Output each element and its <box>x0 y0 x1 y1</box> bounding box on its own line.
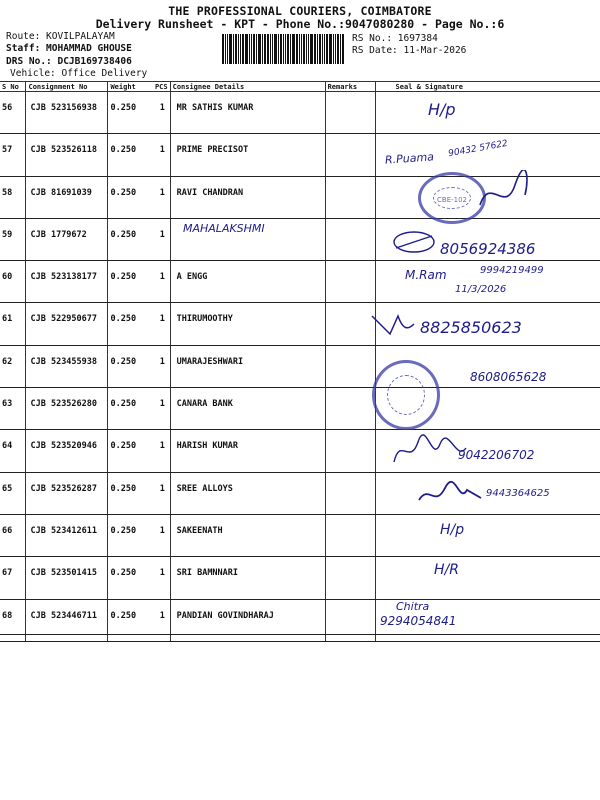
consignee-cell: A ENGG <box>170 261 325 303</box>
barcode-bar <box>274 34 277 64</box>
remarks-cell <box>325 218 375 260</box>
col-sno: S No <box>0 82 26 92</box>
signature-cell <box>375 514 600 556</box>
pcs-cell: 1 <box>153 388 170 430</box>
weight-cell: 0.250 <box>108 92 153 134</box>
barcode-bar <box>322 34 323 64</box>
vehicle-label: Vehicle: Office Delivery <box>10 68 148 79</box>
barcode-bar <box>340 34 341 64</box>
handwritten-signature: H/p <box>428 100 456 119</box>
barcode-bar <box>335 34 336 64</box>
barcode-bar <box>229 34 232 64</box>
handwritten-phone: 9994219499 <box>480 265 544 276</box>
weight-cell: 0.250 <box>108 599 153 641</box>
weight-cell: 0.250 <box>108 134 153 176</box>
remarks-cell <box>325 514 375 556</box>
barcode-bar <box>301 34 302 64</box>
sno-cell: 62 <box>0 345 26 387</box>
barcode-bar <box>245 34 248 64</box>
barcode-bar <box>308 34 309 64</box>
handwritten-phone: 9294054841 <box>380 614 457 628</box>
col-pcs: PCS <box>153 82 170 92</box>
handwritten-signature: M.Ram <box>405 268 447 282</box>
pcs-cell: 1 <box>153 218 170 260</box>
remarks-cell <box>325 557 375 599</box>
sno-cell: 59 <box>0 218 26 260</box>
barcode-image <box>222 34 348 64</box>
table-bottom-border <box>0 634 600 635</box>
barcode-bar <box>337 34 339 64</box>
signature-scribble <box>368 310 418 338</box>
remarks-cell <box>325 261 375 303</box>
sno-cell: 64 <box>0 430 26 472</box>
weight-cell: 0.250 <box>108 218 153 260</box>
consignment-cell: CJB 523526280 <box>26 388 108 430</box>
pcs-cell: 1 <box>153 303 170 345</box>
barcode-bar <box>256 34 257 64</box>
sno-cell: 60 <box>0 261 26 303</box>
sno-cell: 66 <box>0 514 26 556</box>
remarks-cell <box>325 345 375 387</box>
col-weight: Weight <box>108 82 153 92</box>
barcode-bar <box>262 34 263 64</box>
barcode-bar <box>280 34 282 64</box>
consignment-cell: CJB 523412611 <box>26 514 108 556</box>
barcode-bar <box>249 34 250 64</box>
remarks-cell <box>325 388 375 430</box>
signature-scribble <box>390 228 440 256</box>
barcode-bar <box>264 34 266 64</box>
pcs-cell: 1 <box>153 134 170 176</box>
barcode-bar <box>326 34 328 64</box>
consignee-cell: HARISH KUMAR <box>170 430 325 472</box>
rs-date: RS Date: 11-Mar-2026 <box>352 45 467 56</box>
barcode-bar <box>310 34 313 64</box>
barcode-bar <box>235 34 237 64</box>
barcode-bar <box>303 34 305 64</box>
pcs-cell: 1 <box>153 472 170 514</box>
handwritten-name: Chitra <box>396 600 430 613</box>
barcode-bar <box>342 34 344 64</box>
barcode-bar <box>296 34 298 64</box>
consignee-cell: THIRUMOOTHY <box>170 303 325 345</box>
pcs-cell: 1 <box>153 514 170 556</box>
consignment-cell: CJB 523138177 <box>26 261 108 303</box>
weight-cell: 0.250 <box>108 557 153 599</box>
col-consignee: Consignee Details <box>170 82 325 92</box>
weight-cell: 0.250 <box>108 261 153 303</box>
barcode-bar <box>287 34 289 64</box>
col-signature: Seal & Signature <box>375 82 600 92</box>
handwritten-phone: 8608065628 <box>470 370 547 384</box>
consignment-cell: CJB 523156938 <box>26 92 108 134</box>
document-subtitle: Delivery Runsheet - KPT - Phone No.:9047080280 - Page No.:6 <box>95 17 505 31</box>
sno-cell: 61 <box>0 303 26 345</box>
rubber-stamp <box>372 360 440 430</box>
consignment-cell: CJB 522950677 <box>26 303 108 345</box>
barcode-bar <box>253 34 255 64</box>
consignment-cell: CJB 523446711 <box>26 599 108 641</box>
consignee-cell: PANDIAN GOVINDHARAJ <box>170 599 325 641</box>
weight-cell: 0.250 <box>108 345 153 387</box>
staff-label: Staff: MOHAMMAD GHOUSE <box>6 43 132 54</box>
table-header-row <box>0 82 600 92</box>
weight-cell: 0.250 <box>108 472 153 514</box>
drs-number: DRS No.: DCJB169738406 <box>6 56 132 67</box>
sno-cell: 65 <box>0 472 26 514</box>
barcode-bar <box>270 34 271 64</box>
pcs-cell: 1 <box>153 430 170 472</box>
pcs-cell: 1 <box>153 599 170 641</box>
barcode-bar <box>278 34 279 64</box>
pcs-cell: 1 <box>153 345 170 387</box>
consignment-cell: CJB 523526118 <box>26 134 108 176</box>
table-row <box>0 557 600 599</box>
consignee-cell: SAKEENATH <box>170 514 325 556</box>
handwritten-phone: 9443364625 <box>486 488 550 499</box>
weight-cell: 0.250 <box>108 514 153 556</box>
consignee-cell: PRIME PRECISOT <box>170 134 325 176</box>
barcode-bar <box>267 34 269 64</box>
remarks-cell <box>325 92 375 134</box>
barcode-bar <box>314 34 316 64</box>
rs-number: RS No.: 1697384 <box>352 33 438 44</box>
barcode-bar <box>299 34 300 64</box>
barcode-bar <box>290 34 291 64</box>
barcode-bar <box>240 34 241 64</box>
sno-cell: 58 <box>0 176 26 218</box>
barcode-bar <box>233 34 234 64</box>
table-row <box>0 388 600 430</box>
pcs-cell: 1 <box>153 557 170 599</box>
signature-scribble <box>415 480 485 510</box>
barcode-bar <box>317 34 318 64</box>
table-row <box>0 92 600 134</box>
table-row <box>0 599 600 641</box>
handwritten-phone: 8056924386 <box>440 240 536 258</box>
barcode-bar <box>227 34 228 64</box>
handwritten-phone: 90432 57622 <box>447 138 509 160</box>
pcs-cell: 1 <box>153 176 170 218</box>
rubber-stamp: CBE-102 <box>418 172 486 224</box>
barcode-bar <box>225 34 226 64</box>
barcode-bar <box>258 34 261 64</box>
signature-cell <box>375 557 600 599</box>
remarks-cell <box>325 430 375 472</box>
sno-cell: 63 <box>0 388 26 430</box>
pcs-cell: 1 <box>153 261 170 303</box>
consignment-cell: CJB 523455938 <box>26 345 108 387</box>
consignee-cell: SRI BAMNNARI <box>170 557 325 599</box>
sno-cell: 68 <box>0 599 26 641</box>
barcode-bar <box>283 34 284 64</box>
barcode-bar <box>272 34 273 64</box>
col-consignment: Consignment No <box>26 82 108 92</box>
consignee-cell: SREE ALLOYS <box>170 472 325 514</box>
signature-scribble <box>475 170 535 215</box>
barcode-bar <box>292 34 295 64</box>
consignee-cell: RAVI CHANDRAN <box>170 176 325 218</box>
consignment-cell: CJB 523526287 <box>26 472 108 514</box>
handwritten-signature: H/p <box>440 522 465 538</box>
remarks-cell <box>325 472 375 514</box>
remarks-cell <box>325 176 375 218</box>
barcode-bar <box>242 34 244 64</box>
barcode-bar <box>319 34 321 64</box>
consignee-cell: MR SATHIS KUMAR <box>170 92 325 134</box>
handwritten-signature: H/R <box>434 562 459 578</box>
signature-cell <box>375 92 600 134</box>
barcode-bar <box>285 34 286 64</box>
consignment-cell: CJB 81691039 <box>26 176 108 218</box>
barcode-bar <box>238 34 239 64</box>
consignment-cell: CJB 1779672 <box>26 218 108 260</box>
table-row <box>0 514 600 556</box>
route-label: Route: KOVILPALAYAM <box>6 31 115 42</box>
runsheet-table <box>0 81 600 642</box>
handwritten-phone: 8825850623 <box>420 318 522 337</box>
weight-cell: 0.250 <box>108 176 153 218</box>
consignee-cell: CANARA BANK <box>170 388 325 430</box>
weight-cell: 0.250 <box>108 388 153 430</box>
handwritten-signature: R.Puama <box>384 150 435 167</box>
weight-cell: 0.250 <box>108 303 153 345</box>
document-title: THE PROFESSIONAL COURIERS, COIMBATORE <box>168 4 432 18</box>
handwritten-phone: 9042206702 <box>458 448 535 462</box>
barcode-bar <box>333 34 334 64</box>
handwritten-date: 11/3/2026 <box>455 284 507 295</box>
consignment-cell: CJB 523501415 <box>26 557 108 599</box>
barcode-bar <box>222 34 224 64</box>
remarks-cell <box>325 599 375 641</box>
consignment-cell: CJB 523520946 <box>26 430 108 472</box>
barcode-bar <box>251 34 252 64</box>
pcs-cell: 1 <box>153 92 170 134</box>
barcode-bar <box>306 34 307 64</box>
barcode-bar <box>324 34 325 64</box>
sno-cell: 56 <box>0 92 26 134</box>
remarks-cell <box>325 134 375 176</box>
sno-cell: 57 <box>0 134 26 176</box>
sno-cell: 67 <box>0 557 26 599</box>
weight-cell: 0.250 <box>108 430 153 472</box>
handwritten-name: MAHALAKSHMI <box>183 222 265 235</box>
barcode-bar <box>329 34 332 64</box>
consignee-cell: UMARAJESHWARI <box>170 345 325 387</box>
col-remarks: Remarks <box>325 82 375 92</box>
